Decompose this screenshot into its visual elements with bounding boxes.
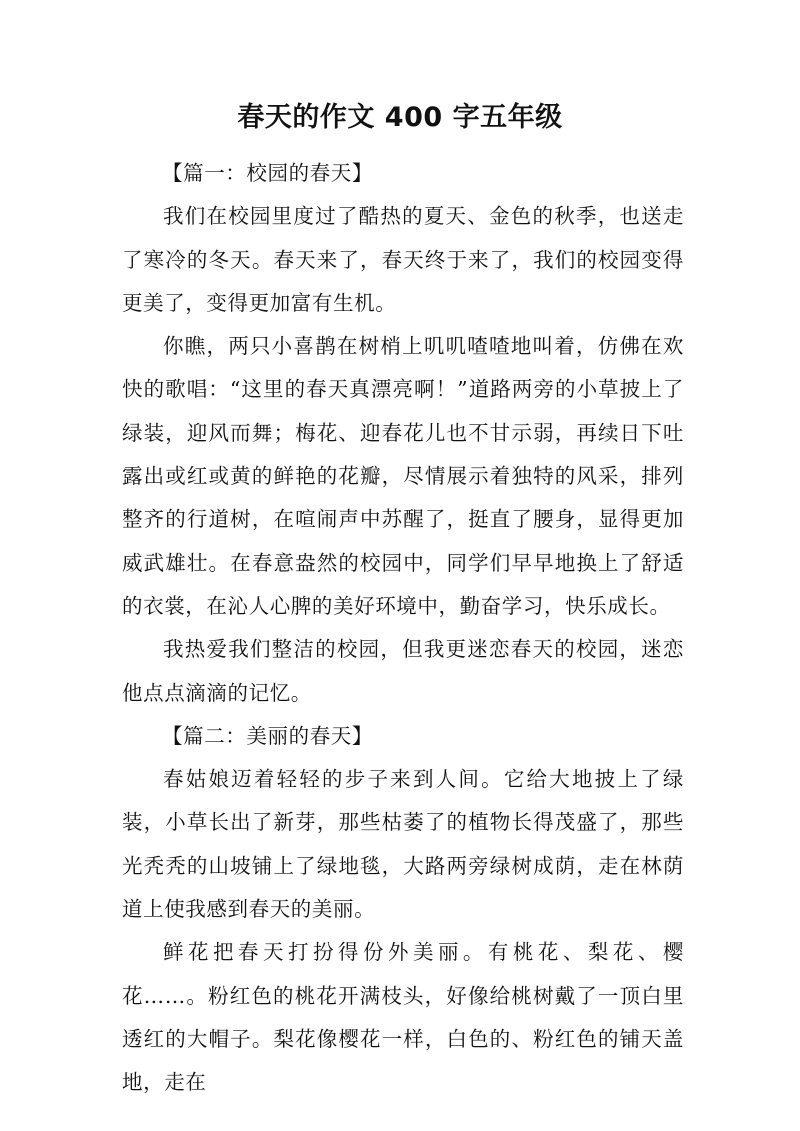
paragraph-1: 我们在校园里度过了酷热的夏天、金色的秋季，也送走了寒冷的冬天。春天来了，春天终于来了，我们的校园变得更美了，变得更加富有生机。 — [122, 204, 684, 315]
paragraph-4: 春姑娘迈着轻轻的步子来到人间。它给大地披上了绿装，小草长出了新芽，那些枯萎了的植物长得茂盛了，那些光秃秃的山坡铺上了绿地毯，大路两旁绿树成荫，走在林荫道上使我感到春天的美丽。 — [122, 767, 684, 922]
document-body — [122, 152, 684, 1105]
section-heading-2: 【篇二：美丽的春天】 — [162, 723, 373, 748]
paragraph-2: 你瞧，两只小喜鹊在树梢上叽叽喳喳地叫着，仿佛在欢快的歌唱：“这里的春天真漂亮啊！”道路两旁的小草披上了绿装，迎风而舞；梅花、迎春花儿也不甘示弱，再续日下吐露出或红或黄的鲜艳的花瓣，尽情展示着独特的风采，排列整齐的行道树，在喧闹声中苏醒了，挺直了腰身，显得更加威武雄壮。在春意盎然的校园中，同学们早早地换上了舒适的衣裳，在沁人心脾的美好环境中，勤奋学习，快乐成长。 — [122, 334, 684, 618]
document-title: 春天的作文 400 字五年级 — [237, 102, 563, 133]
paragraph-5: 鲜花把春天打扮得份外美丽。有桃花、梨花、樱花……。粉红色的桃花开满枝头，好像给桃树戴了一顶白里透红的大帽子。梨花像樱花一样，白色的、粉红色的铺天盖地，走在 — [122, 940, 684, 1095]
paragraph-3: 我热爱我们整洁的校园，但我更迷恋春天的校园，迷恋他点点滴滴的记忆。 — [122, 637, 684, 705]
section-heading-1: 【篇一：校园的春天】 — [162, 161, 373, 185]
